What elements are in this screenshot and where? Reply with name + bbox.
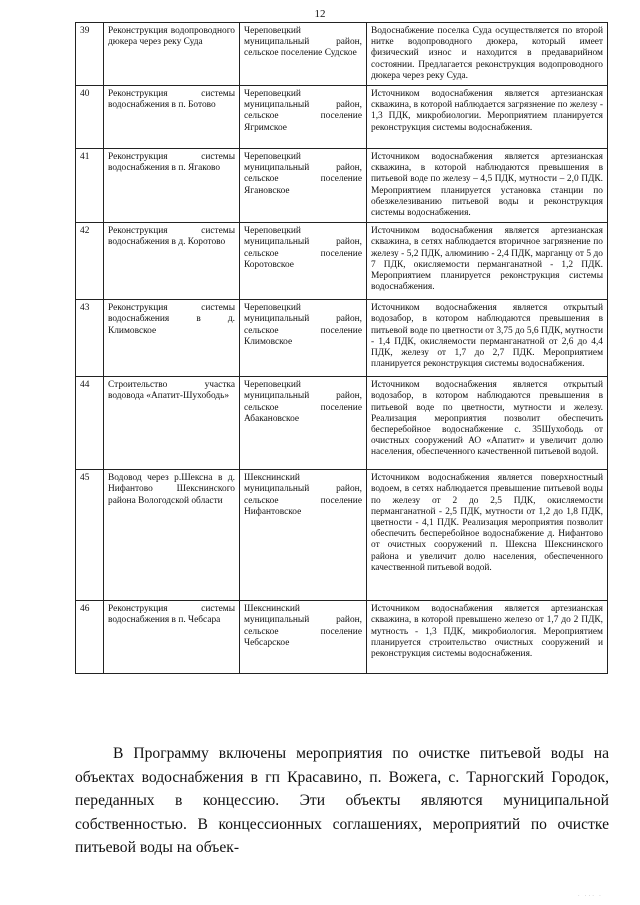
table-row [76, 149, 608, 223]
measure-description: Источником водоснабжения является артезианская скважина, в которой превышено железо от 1,7 до 2 ПДК, мутность - 1,3 ПДК, микробиология. Мероприятием планируется строительство очистных сооружений и реконструкция системы водоснабжения. [367, 601, 608, 674]
table-row [76, 23, 608, 86]
row-number: 42 [76, 223, 104, 300]
measure-description: Водоснабжение поселка Суда осуществляется по второй нитке водопроводного дюкера, который имеет физический износ и находится в предаварийном состоянии. Предлагается реконструкция водопроводного дюкера через реку Суда. [367, 23, 608, 86]
measure-name: Реконструкция системы водоснабжения в п. Ягаково [104, 149, 240, 223]
measure-location: Череповецкий муниципальный район, сельское поселение Абакановское [240, 377, 367, 470]
table-row [76, 86, 608, 149]
measure-description: Источником водоснабжения является артезианская скважина, в которой наблюдаются превышения в питьевой воде по железу – 4,5 ПДК, мутности – 2,0 ПДК. Мероприятием планируется установка станции по обезжелезиванию питьевой воды и реконструкция системы водоснабжения. [367, 149, 608, 223]
table-row [76, 601, 608, 674]
body-paragraph: В Программу включены мероприятия по очистке питьевой воды на объектах водоснабжения в гп Красавино, п. Вожега, с. Тарногский Городок, переданных в концессию. Эти объекты являются муниципальной собственностью. В концессионных соглашениях, мероприятий по очистке питьевой воды на объек- [75, 745, 609, 856]
measure-name: Реконструкция системы водоснабжения в п. Чебсара [104, 601, 240, 674]
measure-description: Источником водоснабжения является открытый водозабор, в котором наблюдаются превышения в питьевой воде по цветности от 3,75 до 5,6 ПДК, мутности - 1,4 ПДК, окисляемости перманганатной от 2,6 до 4,4 ПДК, железу от 1,7 до 2,7 ПДК. Мероприятием планируется реконструкция системы водоснабжения. [367, 300, 608, 377]
measure-location: Шекснинский муниципальный район, сельское поселение Чебсарское [240, 601, 367, 674]
row-number: 41 [76, 149, 104, 223]
measure-name: Реконструкция водопроводного дюкера через реку Суда [104, 23, 240, 86]
table-row [76, 377, 608, 470]
measure-name: Реконструкция системы водоснабжения в п. Ботово [104, 86, 240, 149]
measure-description: Источником водоснабжения является поверхностный водоем, в сетях наблюдается превышение питьевой воды по железу от 2 до 2,5 ПДК, окисляемости перманганатной - 2,5 ПДК, мутности от 1,2 до 1,8 ПДК, цветности - 4,1 ПДК. Реализация мероприятия позволит обеспечить бесперебойное водоснабжение д. Нифантово от очистных сооружений п. Шексна Шекснинского района и увеличит долю населения, обеспеченного качественной питьевой водой. [367, 470, 608, 601]
measure-location: Шекснинский муниципальный район, сельское поселение Нифантовское [240, 470, 367, 601]
measure-location: Череповецкий муниципальный район, сельское поселение Коротовское [240, 223, 367, 300]
row-number: 45 [76, 470, 104, 601]
measure-name: Реконструкция системы водоснабжения в д. Климовское [104, 300, 240, 377]
measure-name: Строительство участка водовода «Апатит-Шухободь» [104, 377, 240, 470]
row-number: 46 [76, 601, 104, 674]
measure-location: Череповецкий муниципальный район, сельское поселение Ягановское [240, 149, 367, 223]
measure-description: Источником водоснабжения является открытый водозабор, в котором наблюдаются превышения в питьевой воде по цветности, мутности и железу. Реализация мероприятия позволит обеспечить бесперебойное водоснабжение с. 35Шухободь от очистных сооружений АО «Апатит» и увеличит долю населения, обеспеченного качественной питьевой водой. [367, 377, 608, 470]
row-number: 44 [76, 377, 104, 470]
row-number: 39 [76, 23, 104, 86]
measures-table [75, 22, 608, 674]
row-number: 43 [76, 300, 104, 377]
measure-description: Источником водоснабжения является артезианская скважина, в сетях наблюдается вторичное загрязнение по железу - 5,2 ПДК, алюминию - 2,4 ПДК, марганцу от 5 до 7 ПДК, окисляемости перманганатной - 1,2 ПДК. Мероприятием планируется реконструкция системы водоснабжения. [367, 223, 608, 300]
measure-location: Череповецкий муниципальный район, сельское поселение Ягримское [240, 86, 367, 149]
measure-location: Череповецкий муниципальный район, сельское поселение Климовское [240, 300, 367, 377]
measure-name: Реконструкция системы водоснабжения в д. Коротово [104, 223, 240, 300]
table-row [76, 470, 608, 601]
measure-location: Череповецкий муниципальный район, сельское поселение Судское [240, 23, 367, 86]
row-number: 40 [76, 86, 104, 149]
table-row [76, 300, 608, 377]
measure-name: Водовод через р.Шексна в д. Нифантово Шекснинского района Вологодской области [104, 470, 240, 601]
table-row [76, 223, 608, 300]
scan-artifact: · ··· · [578, 894, 603, 899]
page-number: 12 [314, 8, 326, 20]
measure-description: Источником водоснабжения является артезианская скважина, в которой наблюдается загрязнение по железу - 1,3 ПДК, микробиологии. Мероприятием планируется реконструкция системы водоснабжения. [367, 86, 608, 149]
